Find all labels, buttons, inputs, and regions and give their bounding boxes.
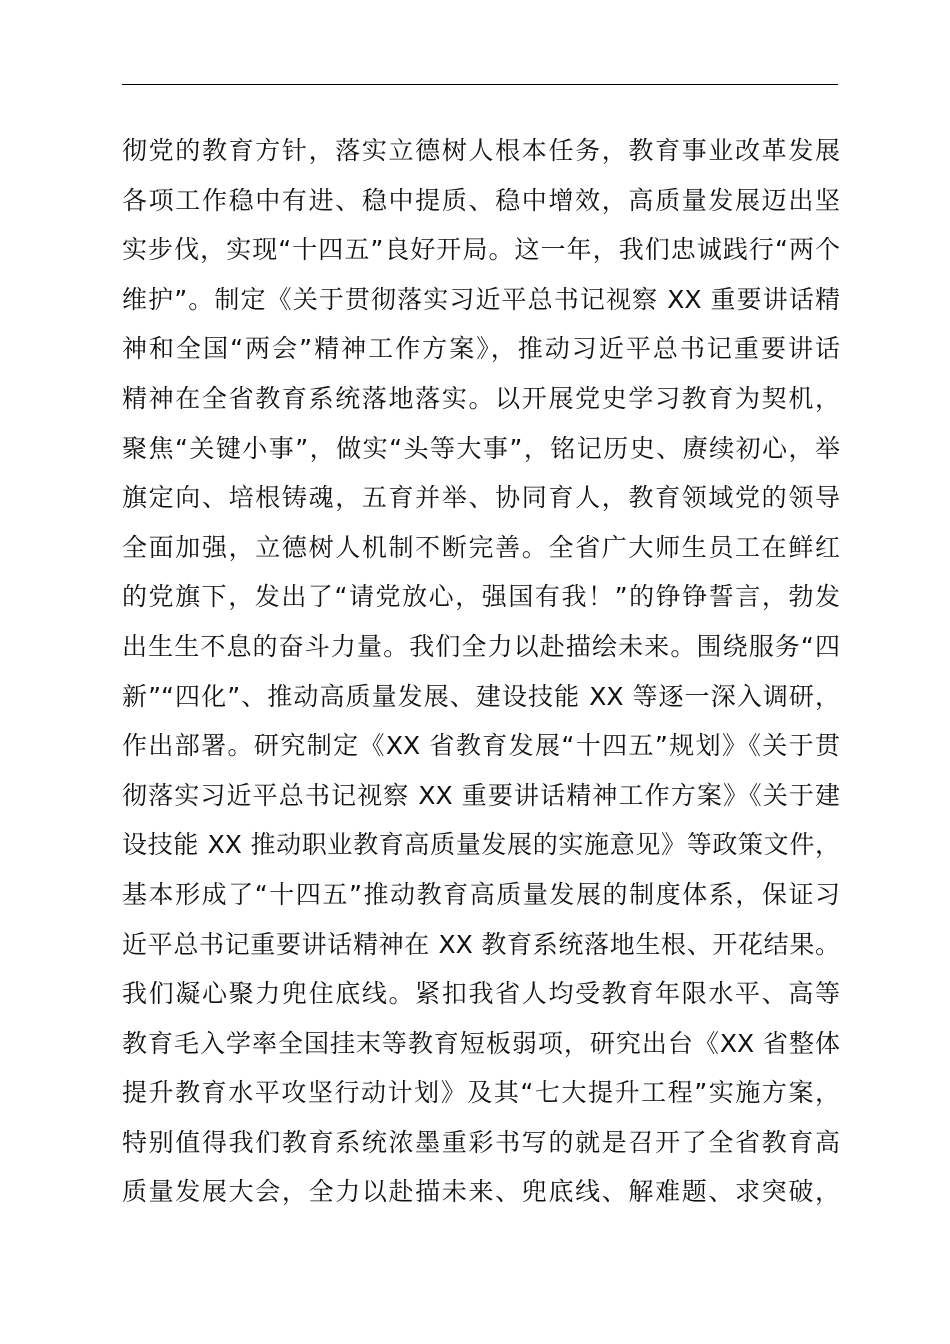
text-line: 神和全国“两会”精神工作方案》，推动习近平总书记重要讲话 [122,334,840,364]
text-line: 特别值得我们教育系统浓墨重彩书写的就是召开了全省教育高 [122,1127,840,1157]
text-line: 的党旗下，发出了“请党放心，强国有我！”的铮铮誓言，勃发 [122,582,840,612]
text-line: 各项工作稳中有进、稳中提质、稳中增效，高质量发展迈出坚 [122,185,840,215]
text-line: 设技能 XX 推动职业教育高质量发展的实施意见》等政策文件， [122,830,840,860]
text-line: 教育毛入学率全国挂末等教育短板弱项，研究出台《XX 省整体 [122,1028,840,1058]
text-line: 近平总书记重要讲话精神在 XX 教育系统落地生根、开花结果。 [122,929,840,959]
text-line: 旗定向、培根铸魂，五育并举、协同育人，教育领域党的领导 [122,483,840,513]
text-line: 维护”。制定《关于贯彻落实习近平总书记视察 XX 重要讲话精 [122,284,840,314]
text-line: 彻落实习近平总书记视察 XX 重要讲话精神工作方案》《关于建 [122,780,840,810]
text-line: 质量发展大会，全力以赴描未来、兜底线、解难题、求突破， [122,1177,840,1207]
text-line: 作出部署。研究制定《XX 省教育发展“十四五”规划》《关于贯 [122,731,840,761]
text-line: 新”“四化”、推动高质量发展、建设技能 XX 等逐一深入调研， [122,681,840,711]
text-line: 全面加强，立德树人机制不断完善。全省广大师生员工在鲜红 [122,532,840,562]
text-line: 出生生不息的奋斗力量。我们全力以赴描绘未来。围绕服务“四 [122,631,840,661]
text-line: 彻党的教育方针，落实立德树人根本任务，教育事业改革发展 [122,136,840,165]
text-line: 基本形成了“十四五”推动教育高质量发展的制度体系，保证习 [122,879,840,909]
body-paragraph [122,126,840,1217]
text-line: 提升教育水平攻坚行动计划》及其“七大提升工程”实施方案， [122,1078,840,1108]
text-line: 聚焦“关键小事”，做实“头等大事”，铭记历史、赓续初心，举 [122,433,840,463]
text-line: 实步伐，实现“十四五”良好开局。这一年，我们忠诚践行“两个 [122,235,840,265]
header-rule [122,84,838,85]
text-line: 我们凝心聚力兜住底线。紧扣我省人均受教育年限水平、高等 [122,979,840,1009]
text-line: 精神在全省教育系统落地落实。以开展党史学习教育为契机， [122,383,840,413]
